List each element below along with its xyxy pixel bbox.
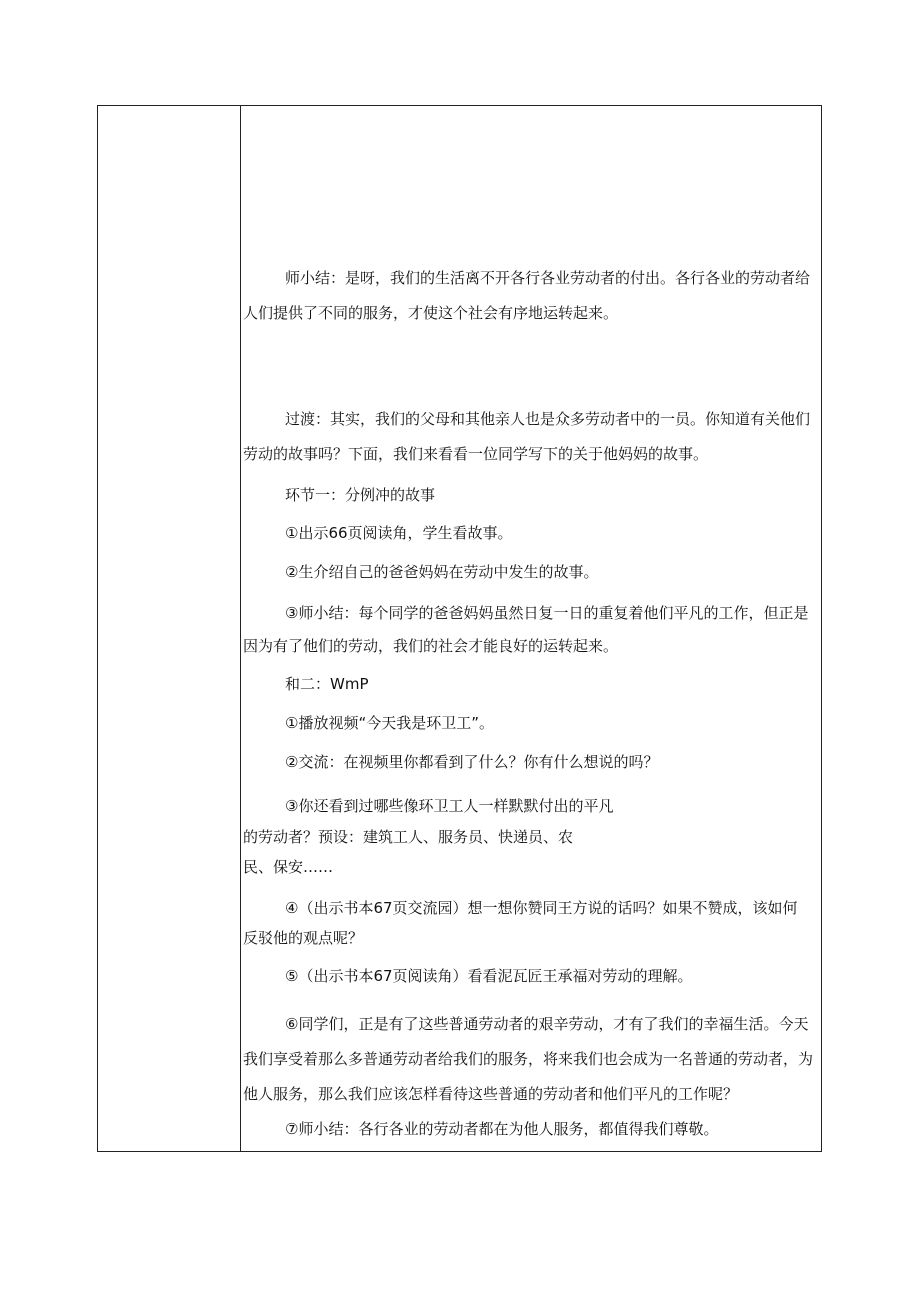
section-one-step-3-line-2: 因为有了他们的劳动，我们的社会才能良好的运转起来。 <box>243 637 619 655</box>
section-one-step-1: ①出示66页阅读角，学生看故事。 <box>285 524 513 542</box>
section-two-step-3-line-2: 的劳动者？预设：建筑工人、服务员、快递员、农 <box>243 828 574 846</box>
section-two-step-3-line-1: ③你还看到过哪些像环卫工人一样默默付出的平凡 <box>285 797 614 815</box>
section-two-step-3-line-3: 民、保安…… <box>243 858 334 876</box>
section-two-step-1: ①播放视频“今天我是环卫工”。 <box>285 714 494 732</box>
section-two-step-4-line-1: ④（出示书本67页交流园）想一想你赞同王方说的话吗？如果不赞成，该如何 <box>285 899 798 917</box>
transition-line-2: 劳动的故事吗？下面，我们来看看一位同学写下的关于他妈妈的故事。 <box>243 445 709 463</box>
section-two-step-4-line-2: 反驳他的观点呢？ <box>243 929 364 947</box>
section-one-step-3-line-1: ③师小结：每个同学的爸爸妈妈虽然日复一日的重复着他们平凡的工作，但正是 <box>285 604 809 622</box>
summary-line-2: 人们提供了不同的服务，才使这个社会有序地运转起来。 <box>243 304 619 322</box>
transition-line-1: 过渡：其实，我们的父母和其他亲人也是众多劳动者中的一员。你知道有关他们 <box>285 410 811 428</box>
section-two-step-7: ⑦师小结：各行各业的劳动者都在为他人服务，都值得我们尊敬。 <box>285 1120 719 1138</box>
section-two-heading: 和二：WmP <box>285 675 369 693</box>
summary-line-1: 师小结：是呀，我们的生活离不开各行各业劳动者的付出。各行各业的劳动者给 <box>285 269 811 287</box>
section-two-step-6-line-3: 他人服务，那么我们应该怎样看待这些普通的劳动者和他们平凡的工作呢？ <box>243 1085 739 1103</box>
section-one-heading: 环节一：分例冲的故事 <box>285 486 436 504</box>
section-two-step-6-line-2: 我们享受着那么多普通劳动者给我们的服务，将来我们也会成为一名普通的劳动者，为 <box>243 1050 814 1068</box>
section-two-step-5: ⑤（出示书本67页阅读角）看看泥瓦匠王承福对劳动的理解。 <box>285 967 693 985</box>
section-two-step-6-line-1: ⑥同学们，正是有了这些普通劳动者的艰辛劳动，才有了我们的幸福生活。今天 <box>285 1015 809 1033</box>
lesson-table <box>97 105 822 1152</box>
column-divider <box>240 106 241 1151</box>
section-two-step-2: ②交流：在视频里你都看到了什么？你有什么想说的吗？ <box>285 753 659 771</box>
section-one-step-2: ②生介绍自己的爸爸妈妈在劳动中发生的故事。 <box>285 563 599 581</box>
